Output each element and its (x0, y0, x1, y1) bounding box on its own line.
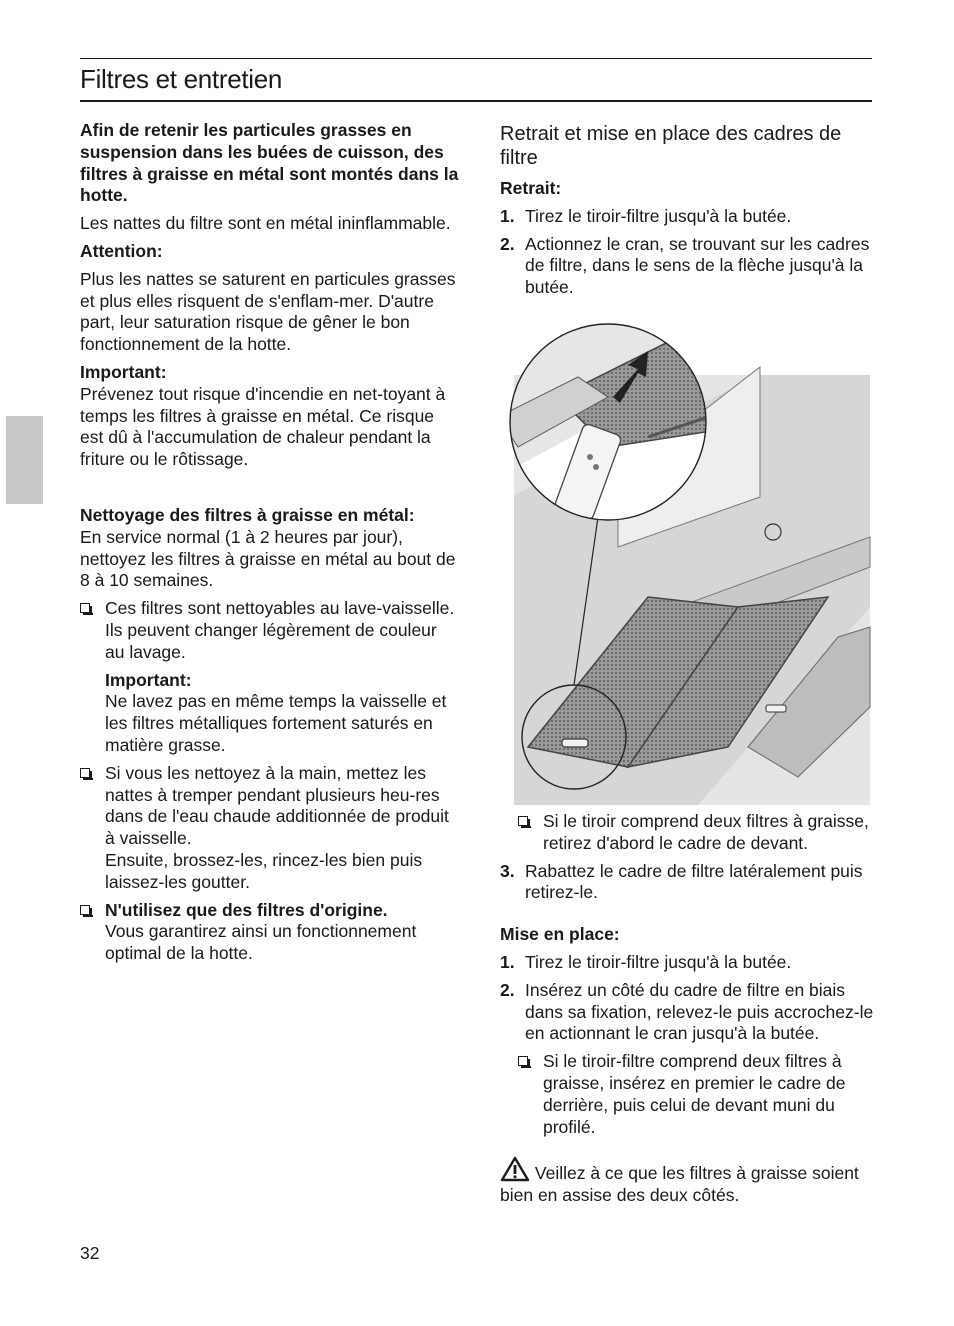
left-column (80, 120, 460, 965)
intro-text: Les nattes du filtre sont en métal ininflammable. (80, 213, 451, 234)
attention-text: Plus les nattes se saturent en particules grasses et plus elles risquent de s'enflam-mer. D'autre part, leur saturation risque de gêner le bon fonctionnement de la hotte. (80, 268, 456, 355)
step-text: Tirez le tiroir-filtre jusqu'à la butée. (525, 205, 792, 226)
checkbox-bullet-icon (80, 768, 90, 778)
header-rule-top (80, 58, 872, 59)
section-tab-marker (6, 416, 43, 504)
step-item (500, 234, 880, 299)
checkbox-bullet-icon (80, 603, 90, 613)
list-item (80, 900, 460, 965)
bullet-text: Si le tiroir-filtre comprend deux filtres à graisse, insérez en premier le cadre de derrière, puis celui de devant muni du profilé. (543, 1051, 846, 1137)
step-number: 1. (500, 205, 515, 226)
important-label: Important: (105, 669, 192, 690)
page-title: Filtres et entretien (80, 64, 283, 94)
important-label: Important: (80, 361, 167, 382)
checkbox-bullet-icon (518, 816, 528, 826)
list-item (518, 1051, 880, 1138)
step-number: 2. (500, 979, 515, 1000)
cleaning-text: En service normal (1 à 2 heures par jour), nettoyez les filtres à graisse en métal au bout de 8 à 10 semaines. (80, 526, 456, 591)
right-column (500, 120, 880, 1207)
step-text: Insérez un côté du cadre de filtre en biais dans sa fixation, relevez-le puis accrochez-le en actionnant le cran jusqu'à la butée. (525, 979, 874, 1044)
list-item (518, 811, 880, 855)
section-heading: Retrait et mise en place des cadres de filtre (500, 123, 842, 169)
step-item (500, 206, 880, 228)
step-text: Tirez le tiroir-filtre jusqu'à la butée. (525, 951, 792, 972)
attention-label: Attention: (80, 240, 163, 261)
step-number: 1. (500, 951, 515, 972)
step-number: 2. (500, 233, 515, 254)
warning-text: Veillez à ce que les filtres à graisse soient bien en assise des deux côtés. (500, 1163, 859, 1206)
warning-triangle-icon (500, 1156, 530, 1182)
important-text: Prévenez tout risque d'incendie en net-toyant à temps les filtres à graisse en métal. Ce risque est dû à l'accumulation de chaleur pendant la friture ou le rôtissage. (80, 383, 446, 470)
warning-note (500, 1156, 880, 1207)
list-item (80, 598, 460, 757)
step-item (500, 952, 880, 974)
step-item (500, 861, 880, 905)
checkbox-bullet-icon (518, 1056, 528, 1066)
bullet-text: Ces filtres sont nettoyables au lave-vaisselle. (105, 598, 455, 619)
bullet-text: Ils peuvent changer légèrement de couleur au lavage. (105, 619, 437, 662)
retrait-label: Retrait: (500, 178, 562, 198)
step-text: Rabattez le cadre de filtre latéralement puis retirez-le. (525, 860, 863, 903)
bullet-text: Si le tiroir comprend deux filtres à graisse, retirez d'abord le cadre de devant. (543, 810, 869, 853)
intro-bold: Afin de retenir les particules grasses en suspension dans les buées de cuisson, des filtres à graisse en métal sont montés dans la hotte. (80, 120, 459, 206)
important-text: Ne lavez pas en même temps la vaisselle et les filtres métalliques fortement saturés en matière grasse. (105, 691, 447, 755)
checkbox-bullet-icon (80, 905, 90, 915)
bullet-text-bold: N'utilisez que des filtres d'origine. (105, 899, 388, 920)
bullet-text: Vous garantirez ainsi un fonctionnement optimal de la hotte. (105, 921, 417, 964)
list-item (80, 763, 460, 894)
bullet-text: Ensuite, brossez-les, rincez-les bien puis laissez-les goutter. (105, 849, 423, 892)
step-number: 3. (500, 860, 515, 881)
step-text: Actionnez le cran, se trouvant sur les cadres de filtre, dans le sens de la flèche jusqu'à la butée. (525, 233, 870, 298)
page-number: 32 (80, 1243, 100, 1263)
cleaning-heading: Nettoyage des filtres à graisse en métal: (80, 504, 415, 525)
bullet-text: Si vous les nettoyez à la main, mettez les nattes à tremper pendant plusieurs heu-res dans de l'eau chaude additionnée de produit à vaisselle. (105, 762, 449, 849)
step-item (500, 980, 880, 1045)
filter-removal-illustration (498, 307, 872, 807)
mise-label: Mise en place: (500, 924, 620, 945)
header-rule-bottom (80, 100, 872, 102)
